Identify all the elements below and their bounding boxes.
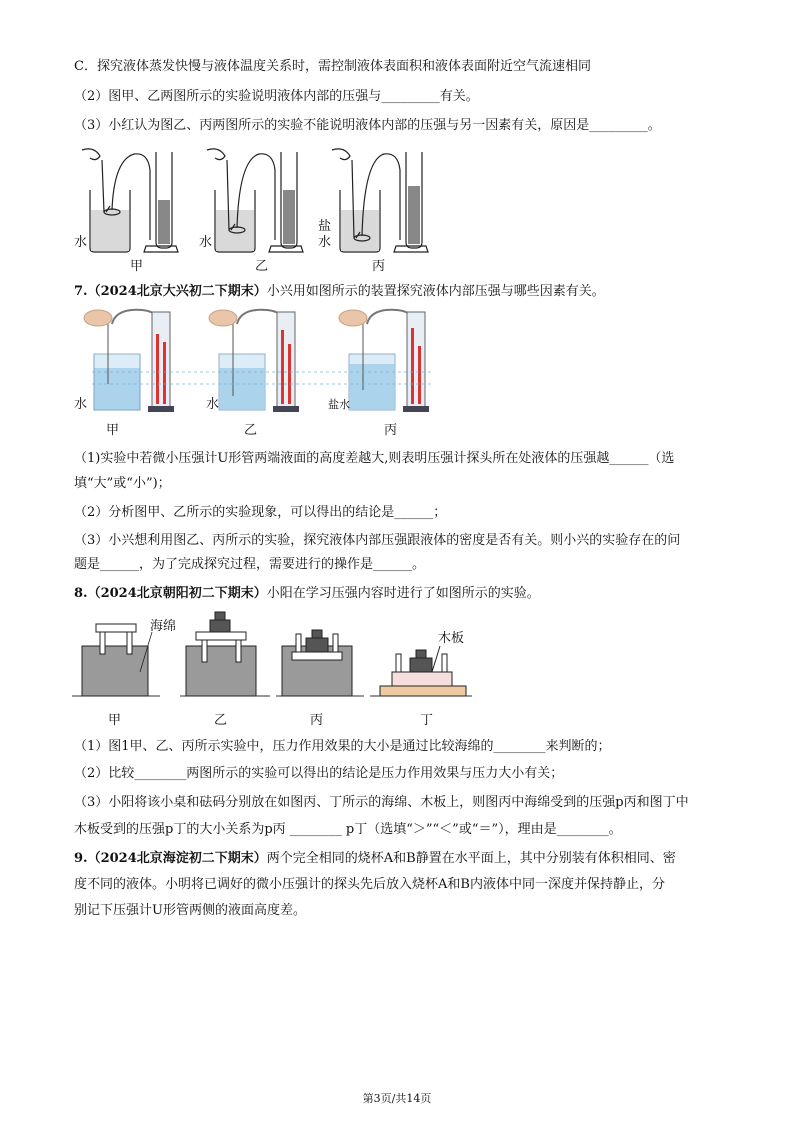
q7-part1-a: （1)实验中若微小压强计U形管两端液面的高度差越大,则表明压强计探头所在处液体的压强越______（选 (74, 451, 675, 466)
q8-part3-a: （3）小阳将该小桌和砝码分别放在如图丙、丁所示的海绵、木板上，则图丙中海绵受到的压强p丙和图丁中 (74, 795, 689, 810)
page-footer: 第3页/共14页 (362, 1092, 432, 1105)
apparatus2-jia (84, 310, 174, 412)
caption2-yi: 乙 (244, 423, 258, 438)
q8-part3-b: 木板受到的压强p丁的大小关系为p丙 ________ p丁（选填“＞”“＜”或“＝”），理由是________。 (74, 822, 622, 837)
q6-part3: （3）小红认为图乙、丙两图所示的实验不能说明液体内部的压强与另一因素有关，原因是_________。 (74, 118, 661, 133)
apparatus2-bing (339, 310, 429, 412)
label-water-2: 水 (199, 235, 213, 250)
label-sponge: 海绵 (150, 619, 177, 634)
setup-ding (380, 646, 466, 696)
caption3-bing: 丙 (310, 713, 324, 728)
q9-line2: 度不同的液体。小明将已调好的微小压强计的探头先后放入烧杯A和B内液体中同一深度并保持静止，分 (74, 877, 665, 892)
setup-jia (82, 624, 148, 696)
caption3-yi: 乙 (214, 713, 228, 728)
option-c: C．探究液体蒸发快慢与液体温度关系时，需控制液体表面积和液体表面附近空气流速相同 (74, 59, 591, 74)
label-water-1: 水 (74, 235, 88, 250)
caption-jia: 甲 (130, 259, 144, 274)
figure-sponge-experiment (70, 606, 480, 736)
q8-part2: （2）比较________两图所示的实验可以得出的结论是压力作用效果与压力大小有关； (74, 766, 564, 781)
q9-line3: 别记下压强计U形管两侧的液面高度差。 (74, 903, 306, 918)
q8-part1: （1）图1甲、乙、丙所示实验中，压力作用效果的大小是通过比较海绵的________来判断的； (74, 739, 611, 754)
q7-part3-b: 题是______，为了完成探究过程，需要进行的操作是______。 (74, 557, 426, 572)
label2-salt: 盐水 (328, 398, 350, 411)
caption2-bing: 丙 (384, 423, 398, 438)
caption-yi: 乙 (255, 259, 269, 274)
label-salt-2: 水 (318, 235, 332, 250)
caption2-jia: 甲 (106, 423, 120, 438)
apparatus-bing (332, 149, 428, 252)
caption3-ding: 丁 (420, 713, 434, 728)
apparatus2-yi (209, 310, 299, 412)
q6-part2: （2）图甲、乙两图所示的实验说明液体内部的压强与_________有关。 (74, 89, 479, 104)
q7-part3-a: （3）小兴想利用图乙、丙所示的实验，探究液体内部压强跟液体的密度是否有关。则小兴的实验存在的问 (74, 533, 681, 548)
apparatus-yi (207, 149, 303, 252)
label2-water-2: 水 (206, 397, 220, 412)
setup-yi (186, 612, 256, 696)
caption3-jia: 甲 (108, 713, 122, 728)
label-board: 木板 (438, 631, 465, 646)
figure-pressure-gauge-1 (72, 140, 432, 275)
label-salt-1: 盐 (318, 219, 332, 234)
q7-part2: （2）分析图甲、乙所示的实验现象，可以得出的结论是______； (74, 505, 447, 520)
caption-bing: 丙 (372, 259, 386, 274)
q7-stem: 7.（2024北京大兴初二下期末）小兴用如图所示的装置探究液体内部压强与哪些因素有关。 (74, 284, 605, 299)
q9-stem: 9.（2024北京海淀初二下期末）两个完全相同的烧杯A和B静置在水平面上，其中分别装有体积相同、密 (74, 851, 676, 866)
apparatus-jia (82, 149, 178, 252)
figure-pressure-gauge-2 (72, 304, 442, 439)
q7-part1-b: 填“大”或“小”)； (74, 476, 171, 491)
label2-water-1: 水 (74, 397, 88, 412)
q8-stem: 8.（2024北京朝阳初二下期末）小阳在学习压强内容时进行了如图所示的实验。 (74, 586, 540, 601)
setup-bing (282, 630, 352, 696)
